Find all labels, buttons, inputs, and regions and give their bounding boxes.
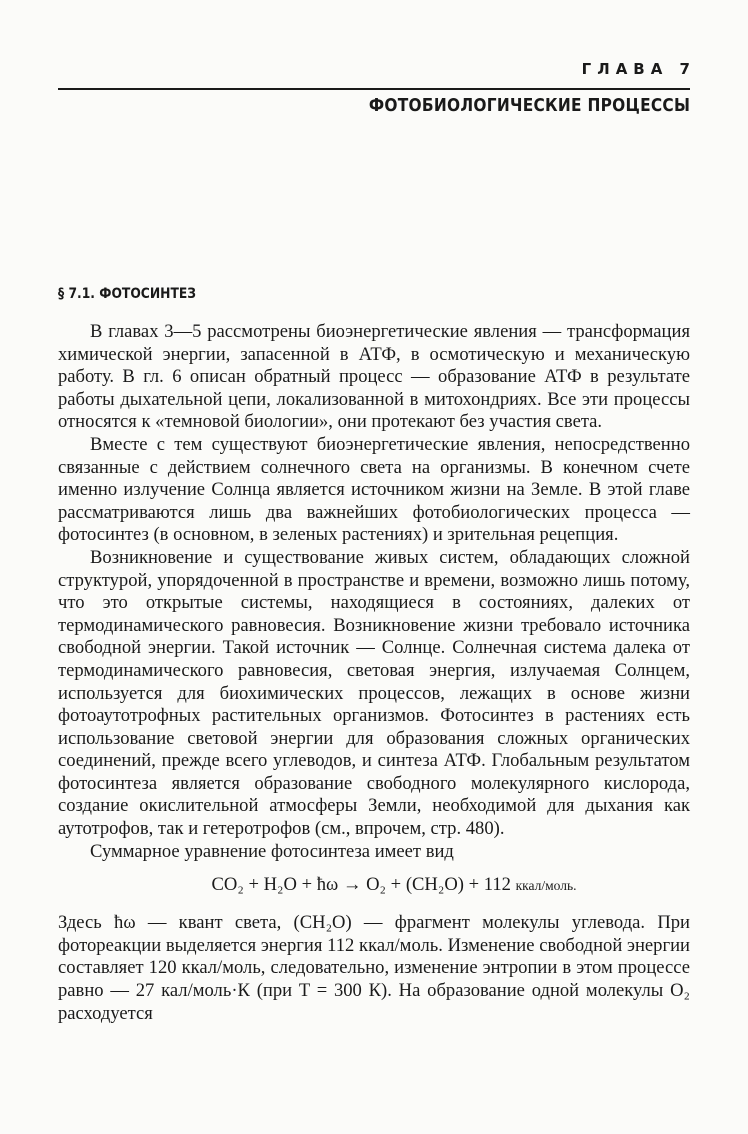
paragraph-4: Суммарное уравнение фотосинтеза имеет вид [90, 840, 454, 862]
chapter-title: ФОТОБИОЛОГИЧЕСКИЕ ПРОЦЕССЫ [368, 96, 690, 116]
equation-formula: CO₂ + H₂O + ħω → O₂ + (CH₂O) + 112 [211, 874, 511, 896]
paragraph-2: Вместе с тем существуют биоэнергетические явления, непосредственно связанные с действием солнечного света на организмы. В конечном счете именно излучение Солнца является источником жизни на Земле. В этой главе рассматриваются лишь два важнейших фотобиологических процесса — фотосинтез (в основном, в зеленых растениях) и зрительная рецепция. [58, 433, 690, 546]
equation-units: ккал/моль. [515, 878, 577, 894]
section-heading: § 7.1. ФОТОСИНТЕЗ [58, 286, 197, 302]
book-page [58, 0, 696, 1134]
paragraph-3: Возникновение и существование живых систем, обладающих сложной структурой, упорядоченной в пространстве и времени, возможно лишь потому, что это открытые системы, находящиеся в состояниях, далеких от термодинамического равновесия. Возникновение жизни требовало источника свободной энергии. Такой источник — Солнце. Солнечная система далека от термодинамического равновесия, световая энергия, излучаемая Солнцем, используется для биохимических процессов, лежащих в основе жизни фотоаутотрофных растительных организмов. Фотосинтез в растениях есть использование световой энергии для образования сложных органических соединений, прежде всего углеводов, и синтеза АТФ. Глобальным результатом фотосинтеза является образование свободного молекулярного кислорода, создание окислительной атмосферы Земли, необходимой для дыхания как аутотрофов, так и гетеротрофов (см., впрочем, стр. 480). [58, 546, 690, 840]
paragraph-5: Здесь ħω — квант света, (CH₂O) — фрагмент молекулы углевода. При фотореакции выделяется энергия 112 ккал/моль. Изменение свободной энергии составляет 120 ккал/моль, следовательно, изменение энтропии в этом процессе равно — 27 кал/моль·К (при T = 300 К). На образование одной молекулы O₂ расходуется [58, 912, 690, 1024]
paragraph-1: В главах 3—5 рассмотрены биоэнергетические явления — трансформация химической энергии, запасенной в АТФ, в осмотическую и механическую работу. В гл. 6 описан обратный процесс — образование АТФ в результате работы дыхательной цепи, локализованной в митохондриях. Все эти процессы относятся к «темновой биологии», они протекают без участия света. [58, 321, 690, 433]
header-rule [58, 88, 690, 90]
chapter-label: ГЛАВА 7 [581, 60, 696, 78]
photosynthesis-equation [98, 872, 690, 899]
body-text [58, 321, 690, 1025]
